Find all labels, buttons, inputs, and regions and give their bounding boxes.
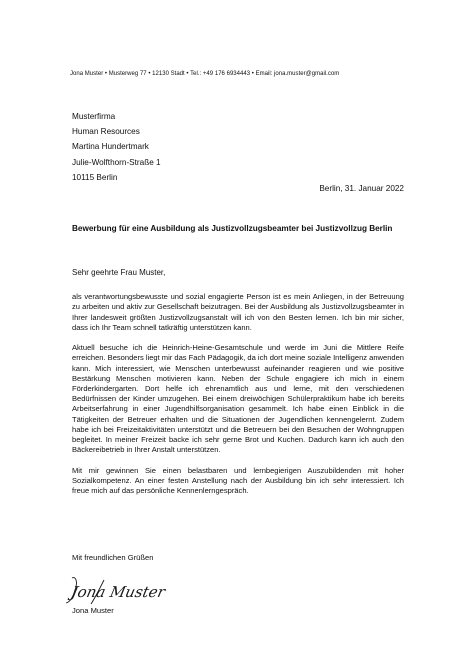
handwritten-signature [64,572,174,608]
sender-address-line: Jona Muster • Musterweg 77 • 12130 Stadt • Tel.: +49 176 6934443 • Email: jona.muster@gmail.com [70,71,340,77]
letter-body [72,268,404,506]
recipient-department: Human Resources [72,127,140,137]
recipient-contact: Martina Hundertmark [72,142,149,152]
recipient-company: Musterfirma [72,112,116,121]
signature-text: Jona Muster [69,583,167,601]
paragraph-experience: Aktuell besuche ich die Heinrich-Heine-Gesamtschule und werde im Juni die Mittlere Reife erreichen. Besonders liegt mir das Fach Pädagogik, da ich dort meine soziale Intelligenz anwenden kann. Mich interessiert, wie Menschen unterbewusst aufeinander reagieren und wie positive Bestärkung Menschen motivieren kann. Neben der Schule engagiere ich mich in einem Förderkindergarten. Dort helfe ich ehrenamtlich aus und lerne, mit den verschiedenen Bedürfnissen der Kinder umzugehen. Bei einem dreiwöchigen Schülerpraktikum habe ich bereits Arbeitserfahrung in einer Jugendhilfsorganisation gesammelt. Ich habe einen Einblick in die Tätigkeiten der Betreuer erhalten und die Situationen der Jugendlichen kennengelernt. Zudem habe ich bei Freizeitaktivitäten unterstützt und die Betreuern bei den Besuchen der Wohngruppen begleitet. In meiner Freizeit backe ich sehr gerne Brot und Kuchen. Dadurch kann ich auch den Bäckereibetrieb in Ihrer Anstalt unterstützen. [72,343,404,455]
recipient-street: Julie-Wolfthorn-Straße 1 [72,157,161,167]
recipient-city: 10115 Berlin [72,172,118,182]
signer-name: Jona Muster [72,606,114,615]
recipient-address [72,109,161,185]
paragraph-intro: als verantwortungsbewusste und sozial engagierte Person ist es mein Anliegen, in der Betreuung zu arbeiten und aktiv zur Gesellschaft beizutragen. Bei der Ausbildung als Justizvollzugsbeamter in Ihrer landesweit größten Justizvollzugsanstalt will ich von den Besten lernen. Ich bin mir sicher, dass ich Ihr Team schnell tatkräftig unterstützen kann. [72,292,404,332]
paragraph-closing: Mit mir gewinnen Sie einen belastbaren und lernbegierigen Auszubildenden mit hoher Sozialkompetenz. An einer festen Anstellung nach der Ausbildung bin ich sehr interessiert. Ich freue mich auf das persönliche Kennenlerngespräch. [72,465,404,496]
closing-phrase: Mit freundlichen Grüßen [72,553,154,562]
salutation: Sehr geehrte Frau Muster, [72,268,166,277]
letter-subject: Bewerbung für eine Ausbildung als Justizvollzugsbeamter bei Justizvollzug Berlin [72,224,393,233]
letter-date: Berlin, 31. Januar 2022 [319,184,404,193]
